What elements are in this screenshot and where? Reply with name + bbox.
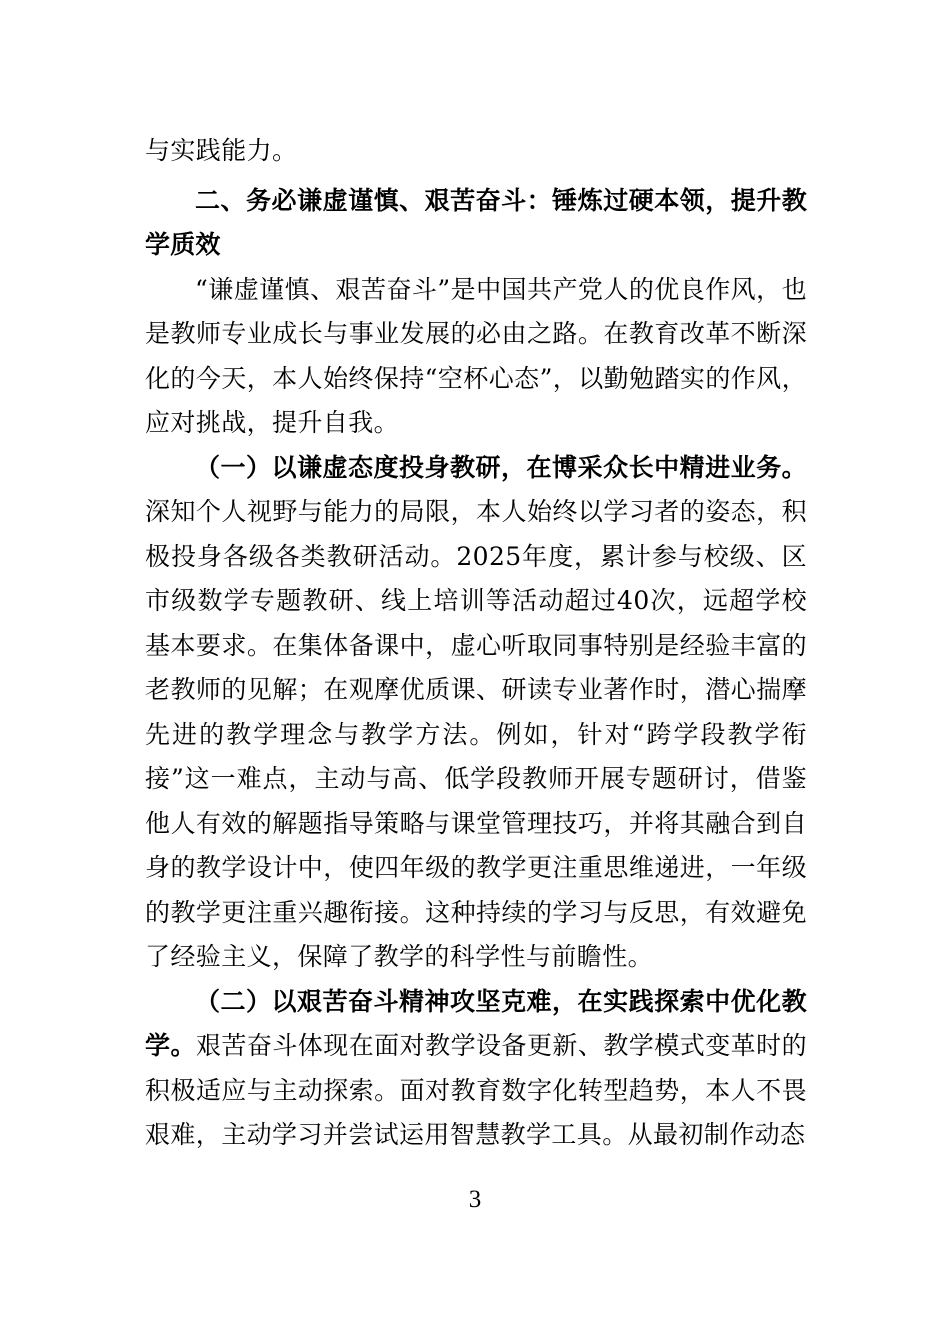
intro-paragraph: “谦虚谨慎、艰苦奋斗”是中国共产党人的优良作风，也是教师专业成长与事业发展的必由之路。在教育改革不断深化的今天，本人始终保持“空杯心态”，以勤勉踏实的作风，应对挑战，提升自我。 xyxy=(145,274,807,437)
subsection-1-paragraph xyxy=(145,446,807,980)
subsection-2-body: 艰苦奋斗体现在面对教学设备更新、教学模式变革时的积极适应与主动探索。面对教育数字化转型趋势，本人不畏艰难，主动学习并尝试运用智慧教学工具。从最初制作动态 xyxy=(145,1031,807,1149)
continuation-paragraph: 与实践能力。 xyxy=(145,136,298,165)
subsection-1-body: 深知个人视野与能力的局限，本人始终以学习者的姿态，积极投身各级各类教研活动。2025年度，累计参与校级、区市级数学专题教研、线上培训等活动超过40次，远超学校基本要求。在集体备课中，虚心听取同事特别是经验丰富的老教师的见解；在观摩优质课、研读专业著作时，潜心揣摩先进的教学理念与教学方法。例如，针对“跨学段教学衔接”这一难点，主动与高、低学段教师开展专题研讨，借鉴他人有效的解题指导策略与课堂管理技巧，并将其融合到自身的教学设计中，使四年级的教学更注重思维递进，一年级的教学更注重兴趣衔接。这种持续的学习与反思，有效避免了经验主义，保障了教学的科学性与前瞻性。 xyxy=(145,497,807,971)
subsection-2-paragraph xyxy=(145,980,807,1158)
section-heading: 二、务必谦虚谨慎、艰苦奋斗：锤炼过硬本领，提升教学质效 xyxy=(145,185,807,259)
subsection-1-title: （一）以谦虚态度投身教研，在博采众长中精进业务。 xyxy=(195,452,807,482)
page-number: 3 xyxy=(468,1186,482,1213)
document-page xyxy=(145,129,807,1158)
subsection-2-title: （二）以艰苦奋斗精神攻坚克难，在实践探索中优化教学。 xyxy=(145,986,807,1060)
